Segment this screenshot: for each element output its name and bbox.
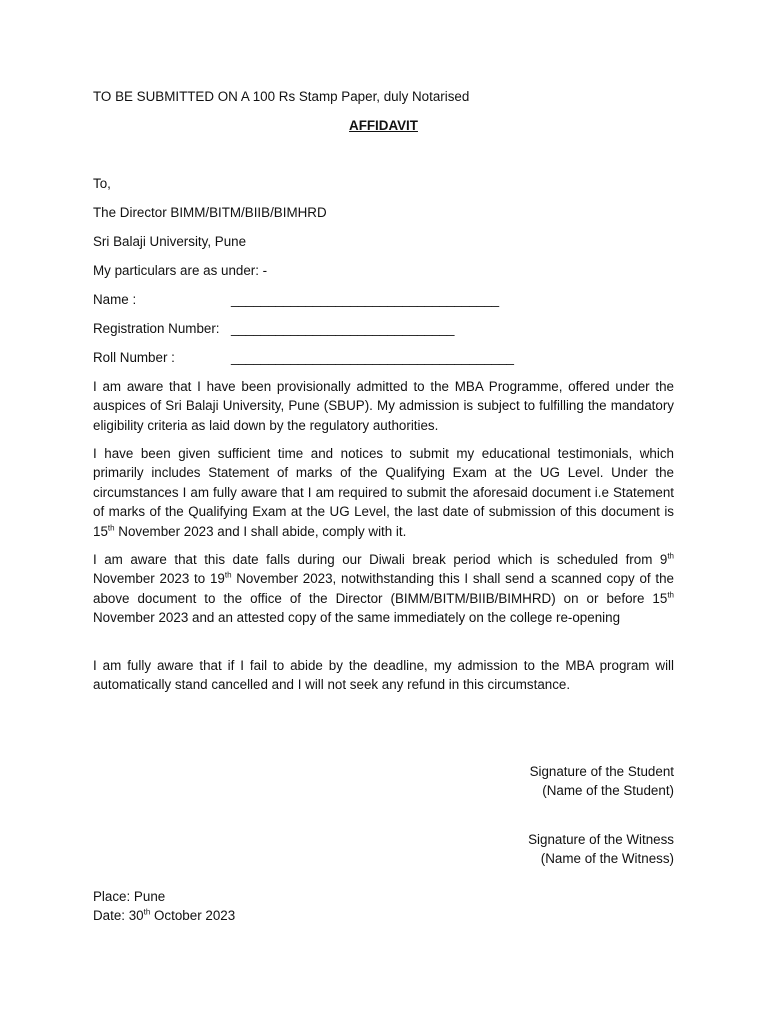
ordinal-suffix: th: [143, 907, 151, 917]
affidavit-page: [93, 0, 674, 1024]
place-line: Place: Pune: [93, 889, 166, 904]
registration-label: Registration Number:: [93, 321, 220, 336]
ordinal-suffix: th: [667, 590, 674, 600]
registration-blank-line: ______________________________: [231, 321, 455, 336]
student-name-label: (Name of the Student): [542, 783, 674, 798]
paragraph-testimonials-end: November 2023 and I shall abide, comply with it.: [114, 523, 407, 539]
student-signature-label: Signature of the Student: [529, 764, 674, 779]
paragraph-deadline: I am fully aware that if I fail to abide by the deadline, my admission to the MBA program will automatically stand cancelled and I will not seek any refund in this circumstance.: [93, 658, 674, 693]
name-blank-line: ____________________________________: [231, 292, 500, 307]
witness-signature-label: Signature of the Witness: [528, 832, 674, 847]
ordinal-suffix: th: [107, 523, 115, 533]
ordinal-suffix: th: [667, 551, 674, 561]
date-prefix: Date: 30: [93, 908, 144, 923]
roll-number-label: Roll Number :: [93, 350, 175, 365]
roll-number-blank-line: ______________________________________: [231, 350, 514, 365]
name-label: Name :: [93, 292, 137, 307]
recipient-director: The Director BIMM/BITM/BIIB/BIMHRD: [93, 205, 327, 220]
stamp-paper-note: TO BE SUBMITTED ON A 100 Rs Stamp Paper, duly Notarised: [93, 89, 470, 104]
witness-name-label: (Name of the Witness): [540, 851, 674, 866]
paragraph-diwali-text-1: I am aware that this date falls during our Diwali break period which is scheduled from 9: [93, 552, 668, 567]
salutation-to: To,: [93, 176, 111, 191]
date-suffix: October 2023: [150, 908, 236, 923]
paragraph-diwali-text-4: November 2023 and an attested copy of the same immediately on the college re-opening: [93, 610, 621, 626]
paragraph-diwali-text-2: November 2023 to 19: [93, 571, 225, 587]
recipient-institution: Sri Balaji University, Pune: [93, 234, 247, 249]
paragraph-testimonials-text: I have been given sufficient time and notices to submit my educational testimonials, which primarily includes Statement of marks of the Qualifying Exam at the UG Level. Under the circumstances I am fully aware that I am required to submit the aforesaid document i.e Statement of marks of the Qualifying Exam at the UG Level, the last date of submission of this document is 15: [93, 446, 674, 539]
date-line: [93, 906, 235, 925]
document-title: AFFIDAVIT: [349, 118, 418, 133]
particulars-intro: My particulars are as under: -: [93, 263, 268, 278]
paragraph-testimonials: [93, 444, 674, 541]
paragraph-diwali-text-3: November 2023, notwithstanding this I shall send a scanned copy of the above document to the office of the Director (BIMM/BITM/BIIB/BIMHRD) on or before 15: [93, 571, 674, 606]
ordinal-suffix: th: [224, 570, 232, 580]
paragraph-admission: I am aware that I have been provisionally admitted to the MBA Programme, offered under the auspices of Sri Balaji University, Pune (SBUP). My admission is subject to fulfilling the mandatory eligibility criteria as laid down by the regulatory authorities.: [93, 379, 674, 433]
paragraph-diwali-break: [93, 550, 674, 628]
